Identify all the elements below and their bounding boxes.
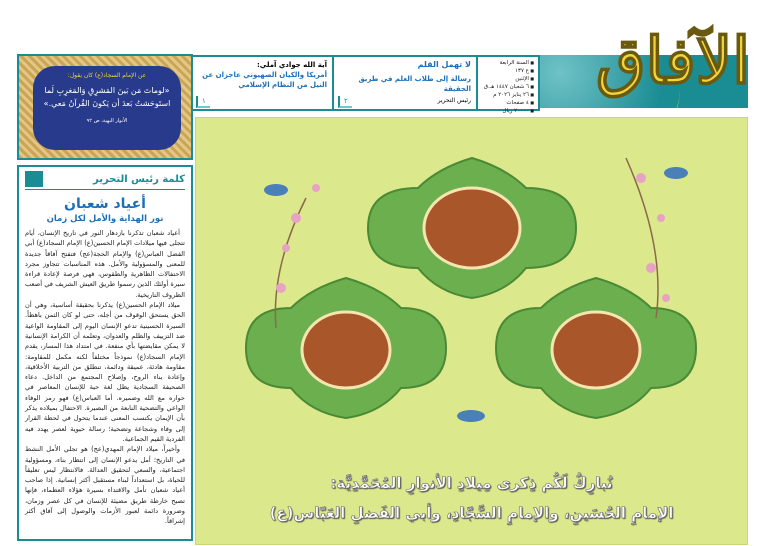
- editorial-title: أعياد شعبان: [64, 196, 146, 212]
- info-item: ■ الإثنين: [482, 75, 534, 83]
- page-number: ٢: [338, 96, 352, 108]
- paragraph: أعياد شعبان تذكرنا بازدهار النور في تاريخ الإنسان، أيام تتجلى فيها ميلادات الإمام الحسين(ع) الإمام السجاد(ع) أبي الفضل العباس(ع) والإمام الحجة(عج) فتفتح آفاقاً جديدة للمعنى والمسؤولية والأمل. هذه المناسبات تتجاوز مجرد الاحتفالات الظاهرية والطقوس، فهي فرصة لإعادة قراءة سيرة أولئك الذين رسموا طريق العيش الشريف في أصعب الظروف التاريخية.: [25, 229, 185, 299]
- poster-line-1: نُبارِكُ لَكُم ذِكرى مِيلادِ الأنوارِ المُحَمَّدِيَّة:: [330, 474, 613, 492]
- issue-info: [476, 57, 538, 114]
- page-number: ١: [196, 96, 210, 108]
- teaser-title: أمريكا والكيان الصهيوني عاجزان عن النيل من النظام الإسلامي: [202, 71, 327, 89]
- quote-panel: [33, 66, 181, 150]
- editorial-box: [17, 165, 193, 541]
- teaser-page-2[interactable]: [332, 57, 476, 109]
- editorial-header: [25, 171, 185, 190]
- newspaper-logo: الآفاق: [595, 24, 750, 99]
- info-item: ■ ٤ صفحات: [482, 99, 534, 107]
- info-item: ■ ٦ شعبان ١٤٤٧ هـ.ق: [482, 83, 534, 91]
- teaser-kicker: آية الله جوادي آملي:: [256, 61, 327, 69]
- info-item: ■ ٢٠٠٠٠ ريال: [482, 107, 534, 115]
- section-label: كلمة رئيس التحرير: [92, 173, 185, 185]
- header-teasers: [190, 55, 540, 114]
- editorial-icon: [25, 171, 43, 187]
- paragraph: ميلاد الإمام الحسين(ع) يذكرنا بحقيقة أساسية، وهي أن الحق يستحق الوقوف من أجله، حتى لو كان الثمن باهظاً. السيرة الحسينية تدعو الإنسان اليوم إلى المقاومة الواعية ضد التزييف والظلم والعدوان، وتعلمه أن الكرامة الإنسانية لا يمكن مقايضتها بأي منفعة. في امتداد هذا المسار، يقدم الإمام السجاد(ع) نموذجاً مختلفاً لكنه مكمل للمقاومة: مقاومة هادئة، عميقة ودائمة، تنطلق من التربية الأخلاقية، وإعادة بناء الروح، وإصلاح المجتمع من الداخل. دعاء الصحيفة السجادية يظل لغة حية للإنسان المعاصر في حواره مع الله وضميره. أما العباس(ع) فهو رمز الوفاء الواعي والتضحية النابعة من البصيرة. الاحتفال بميلاده يذكر بأن الإيمان يكتسب المعنى عندما يتحول في لحظة القرار إلى وفاء وشجاعة وتضحية؛ رسالة حيوية لعصر يهدد فيه الفردية القيم الجماعية.: [25, 301, 185, 443]
- editorial-body: [25, 228, 185, 527]
- editorial-subtitle: نور الهداية والأمل لكل زمان: [46, 214, 164, 224]
- left-medallion: [302, 312, 390, 388]
- info-item: ■ ٢٦ يناير ٢٠٢٦ م: [482, 91, 534, 99]
- quote-text: «لوماتَ مَن بَينَ المَشرِقِ وَالمَغرِبِ لَما استَوحَشتُ بَعدَ أن يَكونَ القُرآنُ مَعي.»: [43, 86, 171, 108]
- paragraph: وأخيراً، ميلاد الإمام المهدي(عج) هو تجلي الأمل النشط في التاريخ؛ أمل يدعو الإنسان إلى انتظار بناء، ومسؤولية اجتماعية، والسعي لتحقيق العدالة. فالانتظار ليس تعليقاً للحياة، بل استعداداً لبناء مستقبل أكثر إنسانية. إذا صاحب أعياد شعبان تأمل والاقتداء بسيرة هؤلاء العظماء، فإنها تصبح خارطة طريق مضيئة للإنسان في كل عصر وزمان، وضرورة دائمة لعبور الأزمات والوصول إلى آفاق أكثر إشراقاً.: [25, 445, 185, 526]
- teaser-page-1[interactable]: [192, 57, 332, 109]
- bird: [457, 410, 485, 422]
- info-item: ■ ع ١٣٧: [482, 67, 534, 75]
- teaser-author: رئيس التحرير: [437, 97, 471, 104]
- info-item: ■ السنة الرابعة: [482, 59, 534, 67]
- bird: [664, 167, 688, 179]
- quote-box: [17, 54, 193, 160]
- celebration-poster: [195, 117, 748, 545]
- quote-source: الأنوار البهية، ص ٩٢: [86, 118, 128, 124]
- bird: [264, 184, 288, 196]
- center-medallion: [424, 188, 520, 268]
- teaser-title: رسالة إلى طلاب العلم في طريق الحقيقة: [358, 75, 471, 93]
- teaser-kicker: لا تهمل القلم: [417, 60, 471, 69]
- right-medallion: [552, 312, 640, 388]
- quote-intro: عن الإمام السجاد(ع) كان يقول:: [67, 72, 147, 79]
- poster-line-2: الإمامِ الحُسَينِ، والإمامِ السَّجّادِ، وأبي الفَضلِ العَبّاس(ع): [269, 504, 674, 522]
